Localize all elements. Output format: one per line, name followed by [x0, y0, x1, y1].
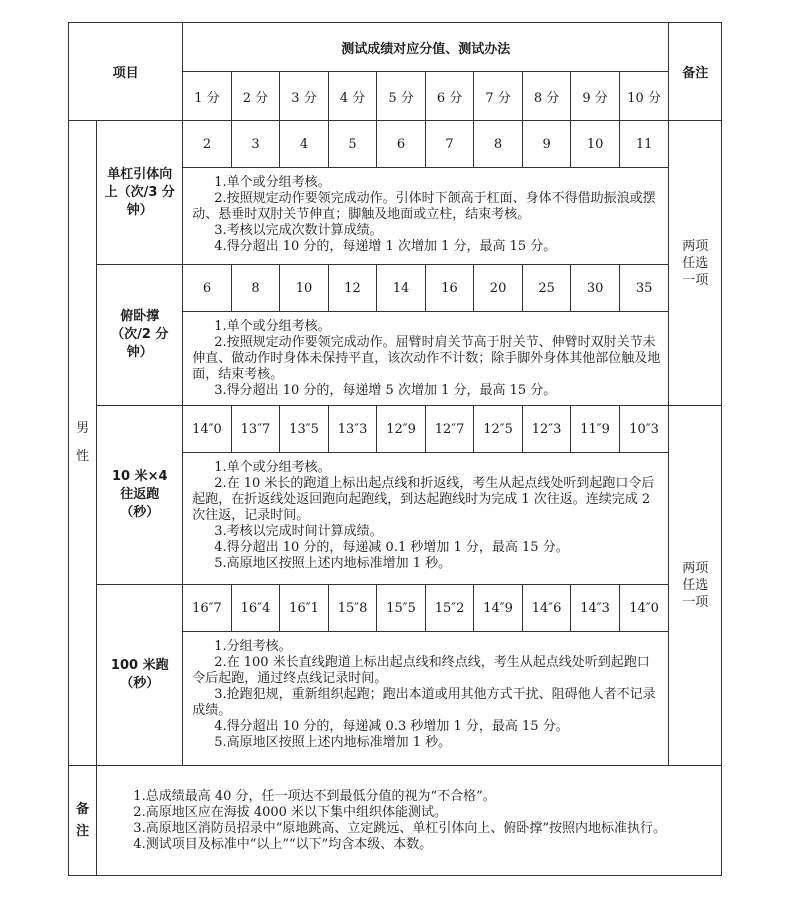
- score-value: 15″8: [328, 585, 377, 632]
- score-value: 10″3: [619, 406, 669, 453]
- score-value: 14: [377, 265, 426, 312]
- score-value: 12″7: [425, 406, 474, 453]
- score-value: 10: [280, 265, 329, 312]
- item-name-pullup: 单杠引体向 上（次/3 分 钟）: [97, 121, 183, 265]
- score-header: 7 分: [474, 72, 523, 121]
- score-value: 14″9: [474, 585, 523, 632]
- item-header: 项目: [69, 23, 183, 121]
- score-value: 4: [280, 121, 329, 168]
- table-row: [69, 265, 722, 312]
- test-rules: 1.单个或分组考核。 2.按照规定动作要领完成动作。屈臂时肩关节高于肘关节、伸臂时双肘关节未伸直、做动作时身体未保持平直，该次动作不计数；除手脚外身体其他部位触及地面，结束考核。 3.得分超出 10 分的，每递增 5 次增加 1 分，最高 15 分。: [183, 312, 669, 406]
- group-remark: 两项 任选 一项: [669, 406, 722, 766]
- group-remark: 两项 任选 一项: [669, 121, 722, 406]
- score-value: 16: [425, 265, 474, 312]
- score-value: 12″5: [474, 406, 523, 453]
- score-value: 16″7: [183, 585, 232, 632]
- score-header: 4 分: [328, 72, 377, 121]
- item-name-100m-run: 100 米跑 （秒）: [97, 585, 183, 766]
- score-value: 25: [522, 265, 571, 312]
- test-rules: 1.单个或分组考核。 2.按照规定动作要领完成动作。引体时下颌高于杠面、身体不得借助振浪或摆动、悬垂时双肘关节伸直；脚触及地面或立柱，结束考核。 3.考核以完成次数计算成绩。 4.得分超出 10 分的，每递增 1 次增加 1 分，最高 15 分。: [183, 168, 669, 265]
- score-value: 13″3: [328, 406, 377, 453]
- item-name-shuttle-run: 10 米×4 往返跑 （秒）: [97, 406, 183, 585]
- score-value: 11: [619, 121, 669, 168]
- score-value: 14″3: [571, 585, 620, 632]
- score-value: 10: [571, 121, 620, 168]
- score-header: 1 分: [183, 72, 232, 121]
- score-value: 30: [571, 265, 620, 312]
- score-value: 12″9: [377, 406, 426, 453]
- score-value: 12″3: [522, 406, 571, 453]
- score-value: 11″9: [571, 406, 620, 453]
- score-header: 5 分: [377, 72, 426, 121]
- score-value: 5: [328, 121, 377, 168]
- test-rules: 1.分组考核。 2.在 100 米长直线跑道上标出起点线和终点线，考生从起点线处听到起跑口令后起跑，通过终点线记录时间。 3.抢跑犯规，重新组织起跑；跑出本道或用其他方式干扰、阻碍他人者不记录成绩。 4.得分超出 10 分的，每递减 0.3 秒增加 1 分，最高 15 分。 5.高原地区按照上述内地标准增加 1 秒。: [183, 632, 669, 766]
- score-value: 8: [231, 265, 280, 312]
- score-value: 15″5: [377, 585, 426, 632]
- score-header: 2 分: [231, 72, 280, 121]
- score-value: 2: [183, 121, 232, 168]
- score-header: 9 分: [571, 72, 620, 121]
- score-value: 3: [231, 121, 280, 168]
- test-rules: 1.单个或分组考核。 2.在 10 米长的跑道上标出起点线和折返线，考生从起点线处听到起跑口令后起跑，在折返线处返回跑向起跑线，到达起跑线时为完成 1 次往返。连续完成 2 次往返，记录时间。 3.考核以完成时间计算成绩。 4.得分超出 10 分的，每递减 0.1 秒增加 1 分，最高 15 分。 5.高原地区按照上述内地标准增加 1 秒。: [183, 453, 669, 585]
- score-header: 10 分: [619, 72, 669, 121]
- score-value: 7: [425, 121, 474, 168]
- gender-cell: 男 性: [69, 121, 97, 766]
- score-value: 14″0: [183, 406, 232, 453]
- score-header: 3 分: [280, 72, 329, 121]
- remark-header: 备注: [669, 23, 722, 121]
- score-value: 13″5: [280, 406, 329, 453]
- score-header: 8 分: [522, 72, 571, 121]
- table-row: [69, 585, 722, 632]
- score-value: 20: [474, 265, 523, 312]
- score-value: 16″1: [280, 585, 329, 632]
- score-value: 9: [522, 121, 571, 168]
- score-value: 13″7: [231, 406, 280, 453]
- score-value: 8: [474, 121, 523, 168]
- fitness-test-table: [68, 22, 722, 876]
- score-value: 6: [183, 265, 232, 312]
- score-value: 14″0: [619, 585, 669, 632]
- footer-remark-label: 备 注: [69, 766, 97, 876]
- score-value: 15″2: [425, 585, 474, 632]
- table-row: [69, 121, 722, 168]
- score-value: 16″4: [231, 585, 280, 632]
- footer-notes: 1.总成绩最高 40 分，任一项达不到最低分值的视为“不合格”。 2.高原地区应在海拔 4000 米以下集中组织体能测试。 3.高原地区消防员招录中“原地跳高、立定跳远、单杠引体向上、俯卧撑”按照内地标准执行。 4.测试项目及标准中“以上”“以下”均含本级、本数。: [97, 766, 722, 876]
- score-value: 6: [377, 121, 426, 168]
- score-value: 35: [619, 265, 669, 312]
- table-row: [69, 406, 722, 453]
- method-header: 测试成绩对应分值、测试办法: [183, 23, 669, 72]
- score-value: 12: [328, 265, 377, 312]
- item-name-pushup: 俯卧撑 （次/2 分 钟）: [97, 265, 183, 406]
- score-value: 14″6: [522, 585, 571, 632]
- score-header: 6 分: [425, 72, 474, 121]
